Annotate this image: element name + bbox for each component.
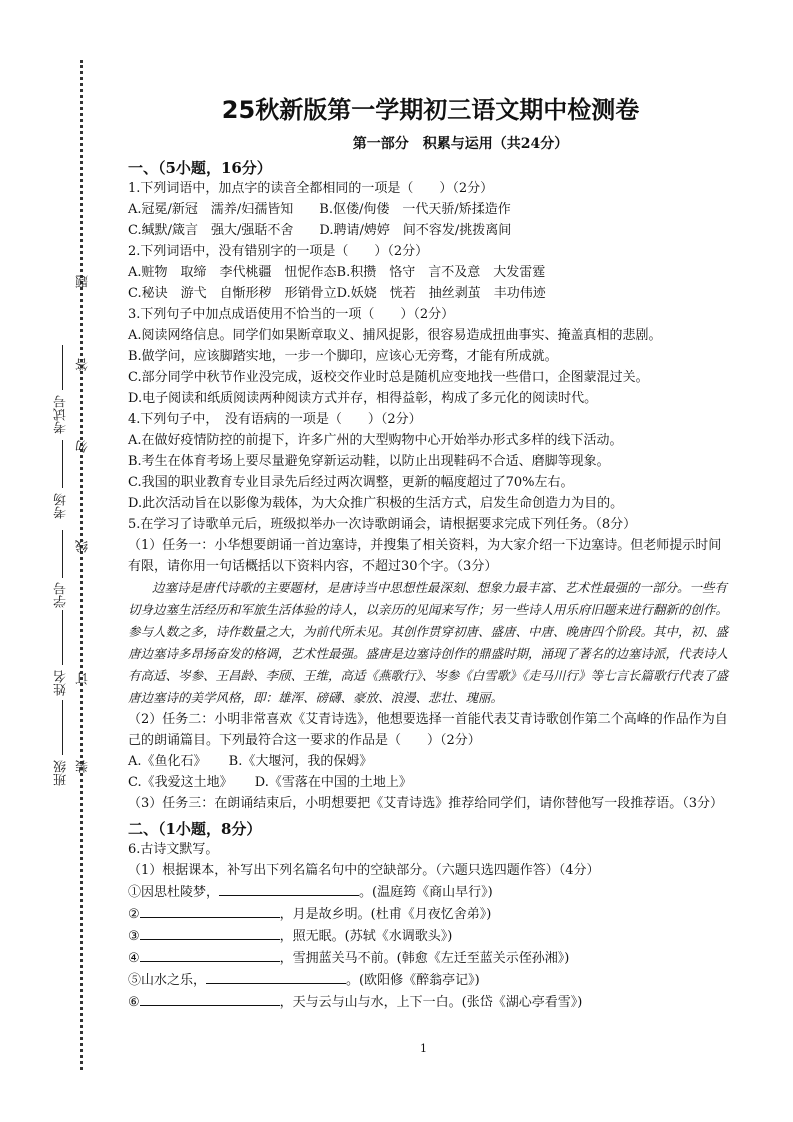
- q3-option-d: D.电子阅读和纸质阅读两种阅读方式并存，相得益彰，构成了多元化的阅读时代。: [128, 391, 598, 406]
- q5-stem: 5.在学习了诗歌单元后，班级拟举办一次诗歌朗诵会，请根据要求完成下列任务。（8分）: [128, 517, 637, 532]
- exam-page: [128, 90, 733, 1013]
- q2-options-row1: A.赃物 取缔 李代桃疆 忸怩作态B.积攒 恪守 言不及意 大发雷霆: [128, 265, 546, 280]
- answer-blank[interactable]: [206, 969, 346, 984]
- q6-line-4: ④ ，雪拥蓝关马不前。(韩愈《左迁至蓝关示侄孙湘》): [128, 947, 733, 969]
- seal-char-wu: 勿: [76, 440, 91, 453]
- q5-task1: （1）任务一：小华想要朗诵一首边塞诗，并搜集了相关资料，为大家介绍一下边塞诗。但老师提示时间有限，请你用一句话概括以下资料内容，不超过30个字。（3分）: [128, 538, 722, 574]
- answer-blank[interactable]: [140, 903, 280, 918]
- q5-option-a: A.《鱼化石》: [128, 754, 207, 769]
- exam-room-field-line: [62, 440, 63, 488]
- q4-option-b: B.考生在体育考场上要尽量避免穿新运动鞋，以防止出现鞋码不合适、磨脚等现象。: [128, 454, 610, 469]
- section-one-heading: 一、（5小题，16分）: [128, 159, 272, 177]
- class-label: 班级: [54, 760, 69, 786]
- q5-option-d: D.《雪落在中国的土地上》: [254, 775, 412, 790]
- seal-char-ding: 订: [76, 672, 91, 685]
- part-subtitle: 第一部分 积累与运用（共24分）: [352, 136, 569, 152]
- answer-blank[interactable]: [140, 991, 280, 1006]
- q5-task2: （2）任务二：小明非常喜欢《艾青诗选》，他想要选择一首能代表艾青诗歌创作第二个高峰的作品作为自己的朗诵篇目。下列最符合这一要求的作品是（ ）（2分）: [128, 712, 728, 748]
- q3-stem: 3.下列句子中加点成语使用不恰当的一项（ ）（2分）: [128, 307, 455, 322]
- student-no-label: 学号: [54, 582, 69, 608]
- answer-blank[interactable]: [140, 947, 280, 962]
- section-two-heading: 二、（1小题，8分）: [128, 820, 262, 838]
- exam-no-field-line: [62, 345, 63, 390]
- q5-task3: （3）任务三：在朗诵结束后，小明想要把《艾青诗选》推荐给同学们，请你替他写一段推荐语。（3分）: [128, 796, 724, 811]
- q5-option-b: B.《大堰河，我的保姆》: [228, 754, 373, 769]
- class-field-line: [62, 700, 63, 755]
- q6-line-6: ⑥ ，天与云与山与水，上下一白。(张岱《湖心亭看雪》): [128, 991, 733, 1013]
- q3-option-b: B.做学问，应该脚踏实地，一步一个脚印，应该心无旁骛，才能有所成就。: [128, 349, 558, 364]
- student-no-field-line: [62, 530, 63, 578]
- q2-stem: 2.下列词语中，没有错别字的一项是（ ）（2分）: [128, 244, 429, 259]
- q6-line-2: ② ，月是故乡明。(杜甫《月夜忆舍弟》): [128, 903, 733, 925]
- seal-char-ti: 题: [76, 275, 91, 288]
- q3-option-a: A.阅读网络信息。同学们如果断章取义、捕风捉影，很容易造成扭曲事实、掩盖真相的悲剧。: [128, 328, 662, 343]
- q4-option-c: C.我国的职业教育专业目录先后经过两次调整，更新的幅度超过了70%左右。: [128, 475, 574, 490]
- page-number: 1: [420, 1042, 427, 1055]
- exam-room-label: 考场: [54, 493, 69, 519]
- q6-sub1: （1）根据课本，补写出下列名篇名句中的空缺部分。（六题只选四题作答）（4分）: [128, 863, 600, 878]
- q1-options-row2: C.缄默/箴言 强大/强聒不舍 D.聘请/娉婷 间不容发/挑拨离间: [128, 223, 512, 238]
- q4-option-a: A.在做好疫情防控的前提下，许多广州的大型购物中心开始举办形式多样的线下活动。: [128, 433, 623, 448]
- q5-options-row2: [128, 772, 733, 793]
- q5-passage: 边塞诗是唐代诗歌的主要题材，是唐诗当中思想性最深刻、想象力最丰富、艺术性最强的一部分。一些有切身边塞生活经历和军旅生活体验的诗人，以亲历的见闻来写作；另一些诗人用乐府旧题来进行翻新的创作。参与人数之多，诗作数量之大，为前代所未见。其创作贯穿初唐、盛唐、中唐、晚唐四个阶段。其中，初、盛唐边塞诗多昂扬奋发的格调，艺术性最强。盛唐是边塞诗创作的鼎盛时期，涌现了著名的边塞诗派，代表诗人有高适、岑参、王昌龄、李颀、王维，高适《燕歌行》、岑参《白雪歌》《走马川行》等七言长篇歌行代表了盛唐边塞诗的美学风格，即：雄浑、磅礴、豪放、浪漫、悲壮、瑰丽。: [128, 580, 729, 705]
- seal-char-xian: 线: [76, 540, 91, 553]
- q2-options-row2: C.秘诀 游弋 自惭形秽 形销骨立D.妖娆 恍若 抽丝剥茧 丰功伟迹: [128, 286, 546, 301]
- binding-dotted-line: [80, 60, 91, 1070]
- q1-options-row1: A.冠冕/新冠 濡养/妇孺皆知 B.伛偻/佝偻 一代天骄/矫揉造作: [128, 202, 511, 217]
- answer-blank[interactable]: [219, 881, 359, 896]
- answer-blank[interactable]: [140, 925, 280, 940]
- q6-line-1: ①因思杜陵梦， 。(温庭筠《商山早行》): [128, 881, 733, 903]
- q6-line-3: ③ ，照无眠。(苏轼《水调歌头》): [128, 925, 733, 947]
- seal-char-da: 答: [76, 358, 91, 371]
- q3-option-c: C.部分同学中秋节作业没完成，返校交作业时总是随机应变地找一些借口，企图蒙混过关。: [128, 370, 649, 385]
- q6-line-5: ⑤山水之乐， 。(欧阳修《醉翁亭记》): [128, 969, 733, 991]
- page-title: 25秋新版第一学期初三语文期中检测卷: [221, 96, 640, 124]
- name-label: 姓名: [54, 670, 69, 696]
- name-field-line: [62, 610, 63, 665]
- q5-option-c: C.《我爱这土地》: [128, 775, 233, 790]
- exam-no-label: 考试号: [54, 395, 69, 434]
- q6-stem: 6.古诗文默写。: [128, 842, 219, 857]
- q5-options-row1: [128, 751, 733, 772]
- q4-stem: 4.下列句子中， 没有语病的一项是（ ）（2分）: [128, 412, 422, 427]
- seal-char-zhuang: 装: [76, 760, 91, 773]
- q1-stem: 1.下列词语中，加点字的读音全都相同的一项是（ ）（2分）: [128, 181, 494, 196]
- q4-option-d: D.此次活动旨在以影像为载体，为大众推广积极的生活方式，启发生命创造力为目的。: [128, 496, 624, 511]
